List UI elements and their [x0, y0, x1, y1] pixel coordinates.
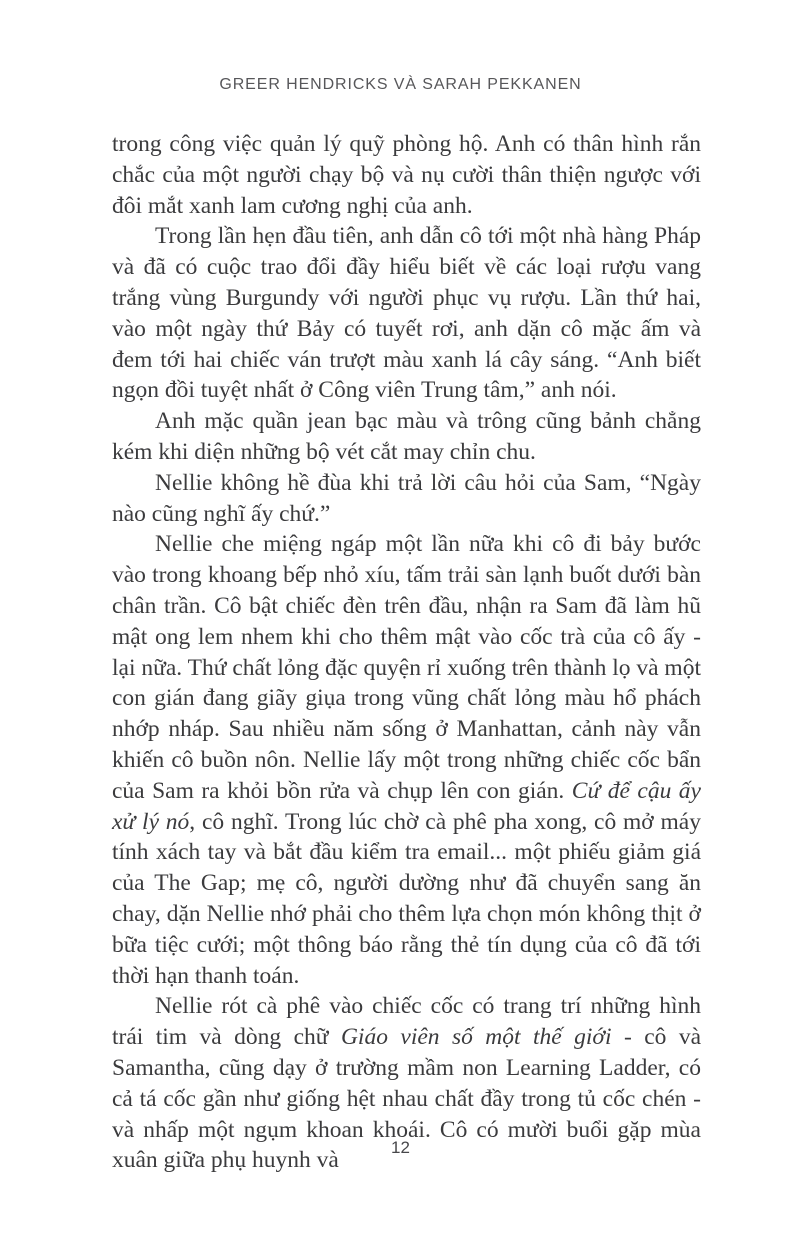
page-body — [112, 129, 701, 1176]
text-run: Nellie che miệng ngáp một lần nữa khi cô đi bảy bước vào trong khoang bếp nhỏ xíu, tấm trải sàn lạnh buốt dưới bàn chân trần. Cô bật chiếc đèn trên đầu, nhận ra Sam đã làm hũ mật ong lem nhem khi cho thêm mật vào cốc trà của cô ấy - lại nữa. Thứ chất lỏng đặc quyện rỉ xuống trên thành lọ và một con gián đang giãy giụa trong vũng chất lỏng màu hổ phách nhớp nháp. Sau nhiều năm sống ở Manhattan, cảnh này vẫn khiến cô buồn nôn. Nellie lấy một trong những chiếc cốc bẩn của Sam ra khỏi bồn rửa và chụp lên con gián. — [112, 531, 701, 804]
paragraph — [112, 129, 701, 221]
text-run: Nellie không hề đùa khi trả lời câu hỏi của Sam, “Ngày nào cũng nghĩ ấy chứ.” — [112, 469, 701, 527]
paragraph — [112, 468, 701, 530]
text-run: , cô nghĩ. Trong lúc chờ cà phê pha xong, cô mở máy tính xách tay và bắt đầu kiểm tra email... một phiếu giảm giá của The Gap; mẹ cô, người dường như đã chuyển sang ăn chay, dặn Nellie nhớ phải cho thêm lựa chọn món không thịt ở bữa tiệc cưới; một thông báo rằng thẻ tín dụng của cô đã tới thời hạn thanh toán. — [112, 808, 701, 989]
paragraph — [112, 221, 701, 406]
paragraph — [112, 529, 701, 991]
text-run: Trong lần hẹn đầu tiên, anh dẫn cô tới một nhà hàng Pháp và đã có cuộc trao đổi đầy hiểu biết về các loại rượu vang trắng vùng Burgundy với người phục vụ rượu. Lần thứ hai, vào một ngày thứ Bảy có tuyết rơi, anh dặn cô mặc ấm và đem tới hai chiếc ván trượt màu xanh lá cây sáng. “Anh biết ngọn đồi tuyệt nhất ở Công viên Trung tâm,” anh nói. — [112, 223, 701, 404]
text-run: Anh mặc quần jean bạc màu và trông cũng bảnh chẳng kém khi diện những bộ vét cắt may chỉn chu. — [112, 408, 701, 465]
italic-phrase: Cứ để cậu ấy xử lý nó — [112, 777, 701, 835]
text-run: trong công việc quản lý quỹ phòng hộ. Anh có thân hình rắn chắc của một người chạy bộ và nụ cười thân thiện ngược với đôi mắt xanh lam cương nghị của anh. — [112, 131, 701, 219]
text-run: - cô và Samantha, cũng dạy ở trường mầm non Learning Ladder, có cả tá cốc gần như giống hệt nhau chất đầy trong tủ cốc chén - và nhấp một ngụm khoan khoái. Cô có mười buổi gặp mùa xuân giữa phụ huynh và — [112, 1024, 702, 1174]
running-header: GREER HENDRICKS VÀ SARAH PEKKANEN — [219, 76, 582, 93]
page-number: 12 — [391, 1138, 410, 1157]
text-run: Nellie rót cà phê vào chiếc cốc có trang trí những hình trái tim và dòng chữ — [112, 993, 701, 1051]
italic-phrase: Giáo viên số một thế giới — [340, 1024, 612, 1051]
paragraph — [112, 406, 701, 468]
